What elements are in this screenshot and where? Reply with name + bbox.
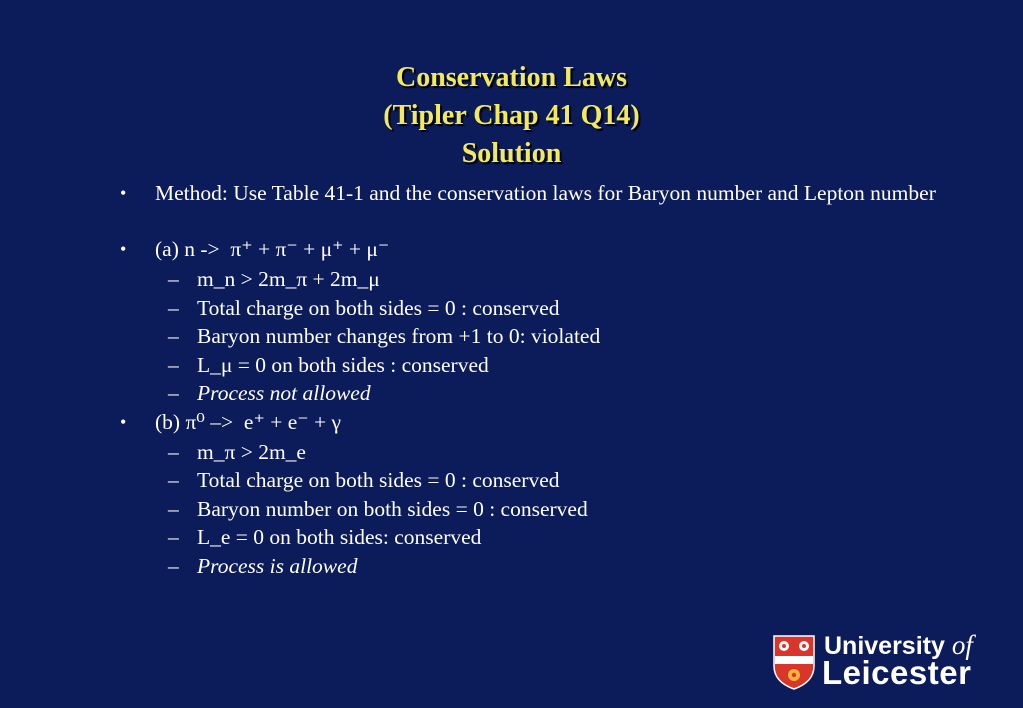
university-logo <box>772 630 997 692</box>
list-item <box>118 523 948 552</box>
logo-university-word: University <box>824 632 945 660</box>
reaction-b-products: e⁺ + e⁻ + γ <box>243 409 341 434</box>
bullet-method <box>118 181 948 237</box>
list-item <box>118 322 948 351</box>
point-a-2: Total charge on both sides = 0 : conserved <box>197 295 560 320</box>
point-a-1: m_n > 2m_π + 2m_μ <box>197 267 380 291</box>
logo-leicester-text: Leicester <box>822 654 972 691</box>
logo-of-word: of <box>951 630 973 660</box>
dash-marker: – <box>168 553 179 578</box>
slide-body <box>118 181 948 580</box>
bullet-dot: • <box>120 183 127 203</box>
dash-marker: – <box>168 381 179 405</box>
list-item <box>118 379 948 408</box>
slide-title <box>0 59 1023 173</box>
list-item <box>118 351 948 380</box>
point-a-3: Baryon number changes from +1 to 0: violated <box>197 324 601 348</box>
point-a-4: L_μ = 0 on both sides : conserved <box>197 352 489 377</box>
bullet-dot: • <box>120 411 127 432</box>
bullet-dot: • <box>120 239 127 259</box>
point-b-4: L_e = 0 on both sides: conserved <box>197 525 482 549</box>
dash-marker: – <box>168 439 179 464</box>
dash-marker: – <box>168 496 179 521</box>
list-item <box>118 495 948 524</box>
list-item <box>118 294 948 323</box>
list-item <box>118 265 948 294</box>
bullet-reaction-b <box>118 410 948 438</box>
point-b-2: Total charge on both sides = 0 : conserved <box>197 468 560 492</box>
title-line-1: Conservation Laws <box>395 62 627 93</box>
title-line-2: (Tipler Chap 41 Q14) <box>383 100 640 131</box>
university-shield-icon <box>772 634 816 690</box>
list-item <box>118 552 948 581</box>
dash-marker: – <box>168 295 179 320</box>
dash-marker: – <box>168 352 179 377</box>
bullet-reaction-a <box>118 237 948 265</box>
point-a-5: Process not allowed <box>197 381 371 405</box>
list-item <box>118 438 948 467</box>
dash-marker: – <box>168 468 179 492</box>
point-b-1: m_π > 2m_e <box>197 439 306 464</box>
dash-marker: – <box>168 324 179 348</box>
list-item <box>118 466 948 495</box>
dash-marker: – <box>168 525 179 549</box>
reaction-a-products: π⁺ + π⁻ + μ⁺ + μ⁻ <box>230 237 390 261</box>
point-b-5: Process is allowed <box>197 553 358 578</box>
method-text: Method: Use Table 41-1 and the conservation laws for Baryon number and Lepton number <box>155 181 936 205</box>
reaction-a-label: (a) n -> <box>155 237 220 261</box>
reaction-b-label: (b) π⁰ –> <box>155 409 234 434</box>
dash-marker: – <box>168 267 179 291</box>
point-b-3: Baryon number on both sides = 0 : conserved <box>197 496 588 521</box>
title-line-3: Solution <box>461 138 562 169</box>
